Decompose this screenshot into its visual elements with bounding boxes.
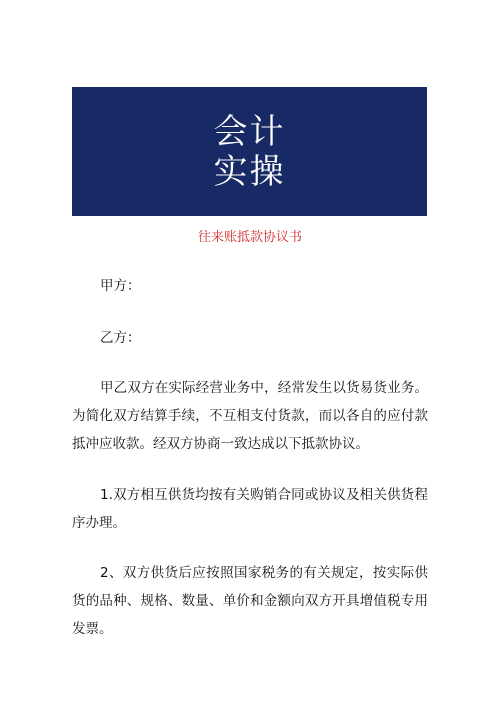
- banner-line-1: 会计: [213, 111, 286, 152]
- banner-line-2: 实操: [213, 151, 286, 192]
- header-banner: [72, 87, 427, 216]
- party-b-label: 乙方：: [100, 330, 141, 346]
- clause-2: 2、双方供货后应按照国家税务的有关规定，按实际供货的品种、规格、数量、单价和金额向双方开具增值税专用发票。: [72, 565, 428, 637]
- party-a-label: 甲方：: [100, 278, 141, 294]
- document-title: 往来账抵款协议书: [197, 230, 302, 245]
- intro-paragraph: 甲乙双方在实际经营业务中，经常发生以货易货业务。为简化双方结算手续，不互相支付货款，而以各自的应付款抵冲应收款。经双方协商一致达成以下抵款协议。: [72, 380, 428, 452]
- clause-1: 1.双方相互供货均按有关购销合同或协议及相关供货程序办理。: [72, 487, 428, 531]
